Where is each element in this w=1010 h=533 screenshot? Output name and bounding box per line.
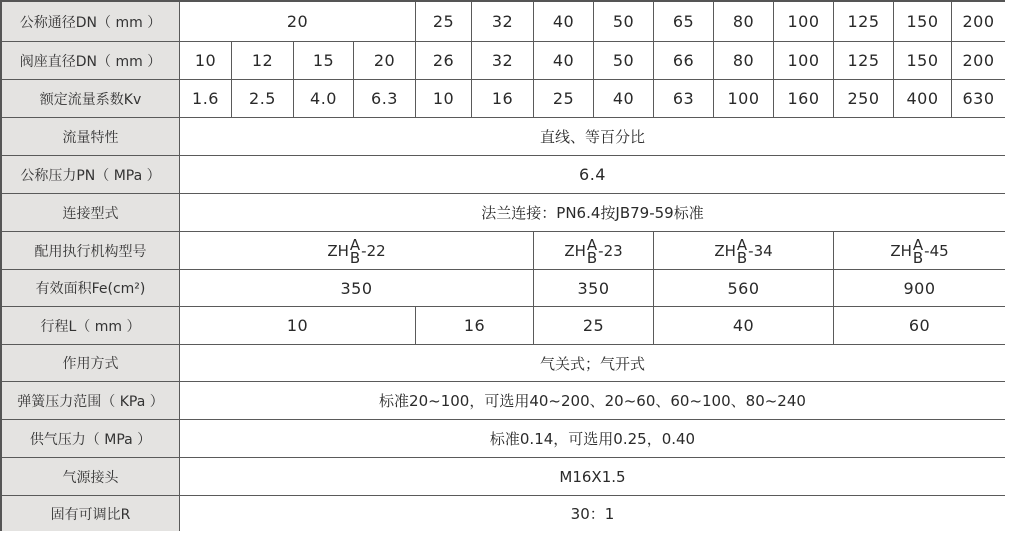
rangeability-value: 30：1 xyxy=(180,496,1005,531)
label-action-mode: 作用方式 xyxy=(2,345,180,382)
kv-cell: 100 xyxy=(714,80,774,118)
kv-cell: 400 xyxy=(894,80,952,118)
seat-dn-cell: 32 xyxy=(472,42,534,80)
air-connection-value: M16X1.5 xyxy=(180,458,1005,496)
label-nominal-pressure: 公称压力PN（ MPa ） xyxy=(2,156,180,194)
stroke-cell: 60 xyxy=(834,307,1005,345)
effective-area-cell: 350 xyxy=(180,270,534,307)
label-connection-type: 连接型式 xyxy=(2,194,180,232)
nominal-dn-cell: 150 xyxy=(894,2,952,42)
actuator-model: ZH A B -45 xyxy=(890,235,949,267)
effective-area-cell: 350 xyxy=(534,270,654,307)
kv-cell: 25 xyxy=(534,80,594,118)
nominal-dn-cell: 200 xyxy=(952,2,1005,42)
seat-dn-cell: 40 xyxy=(534,42,594,80)
effective-area-cell: 900 xyxy=(834,270,1005,307)
nominal-dn-cell: 100 xyxy=(774,2,834,42)
stroke-cell: 10 xyxy=(180,307,416,345)
nominal-dn-cell: 65 xyxy=(654,2,714,42)
seat-dn-cell: 15 xyxy=(294,42,354,80)
nominal-dn-cell: 20 xyxy=(180,2,416,42)
seat-dn-cell: 12 xyxy=(232,42,294,80)
seat-dn-cell: 10 xyxy=(180,42,232,80)
kv-cell: 4.0 xyxy=(294,80,354,118)
actuator-model-cell xyxy=(834,232,1005,270)
nominal-dn-cell: 50 xyxy=(594,2,654,42)
seat-dn-cell: 125 xyxy=(834,42,894,80)
nominal-dn-cell: 40 xyxy=(534,2,594,42)
actuator-model-cell xyxy=(180,232,534,270)
label-supply-pressure: 供气压力（ MPa ） xyxy=(2,420,180,458)
kv-cell: 250 xyxy=(834,80,894,118)
actuator-model: ZH A B -23 xyxy=(564,235,623,267)
seat-dn-cell: 80 xyxy=(714,42,774,80)
actuator-model: ZH A B -34 xyxy=(714,235,773,267)
stroke-cell: 40 xyxy=(654,307,834,345)
nominal-dn-cell: 125 xyxy=(834,2,894,42)
label-nominal-dn: 公称通径DN（ mm ） xyxy=(2,2,180,42)
label-effective-area: 有效面积Fe(cm²) xyxy=(2,270,180,307)
kv-cell: 1.6 xyxy=(180,80,232,118)
label-air-connection: 气源接头 xyxy=(2,458,180,496)
supply-pressure-value: 标准0.14，可选用0.25，0.40 xyxy=(180,420,1005,458)
label-spring-range: 弹簧压力范围（ KPa ） xyxy=(2,382,180,420)
kv-cell: 63 xyxy=(654,80,714,118)
seat-dn-cell: 26 xyxy=(416,42,472,80)
label-kv: 额定流量系数Kv xyxy=(2,80,180,118)
label-actuator-model: 配用执行机构型号 xyxy=(2,232,180,270)
kv-cell: 16 xyxy=(472,80,534,118)
action-mode-value: 气关式；气开式 xyxy=(180,345,1005,382)
effective-area-cell: 560 xyxy=(654,270,834,307)
seat-dn-cell: 50 xyxy=(594,42,654,80)
label-flow-characteristic: 流量特性 xyxy=(2,118,180,156)
kv-cell: 2.5 xyxy=(232,80,294,118)
flow-characteristic-value: 直线、等百分比 xyxy=(180,118,1005,156)
seat-dn-cell: 100 xyxy=(774,42,834,80)
seat-dn-cell: 200 xyxy=(952,42,1005,80)
seat-dn-cell: 66 xyxy=(654,42,714,80)
kv-cell: 630 xyxy=(952,80,1005,118)
actuator-model-cell xyxy=(654,232,834,270)
actuator-model-cell xyxy=(534,232,654,270)
seat-dn-cell: 150 xyxy=(894,42,952,80)
kv-cell: 6.3 xyxy=(354,80,416,118)
nominal-dn-cell: 80 xyxy=(714,2,774,42)
connection-type-value: 法兰连接：PN6.4按JB79-59标准 xyxy=(180,194,1005,232)
stroke-cell: 25 xyxy=(534,307,654,345)
stroke-cell: 16 xyxy=(416,307,534,345)
kv-cell: 160 xyxy=(774,80,834,118)
label-seat-dn: 阀座直径DN（ mm ） xyxy=(2,42,180,80)
actuator-model: ZH A B -22 xyxy=(327,235,386,267)
kv-cell: 10 xyxy=(416,80,472,118)
spring-range-value: 标准20~100，可选用40~200、20~60、60~100、80~240 xyxy=(180,382,1005,420)
nominal-dn-cell: 32 xyxy=(472,2,534,42)
seat-dn-cell: 20 xyxy=(354,42,416,80)
label-stroke: 行程L（ mm ） xyxy=(2,307,180,345)
nominal-pressure-value: 6.4 xyxy=(180,156,1005,194)
label-rangeability: 固有可调比R xyxy=(2,496,180,531)
kv-cell: 40 xyxy=(594,80,654,118)
nominal-dn-cell: 25 xyxy=(416,2,472,42)
